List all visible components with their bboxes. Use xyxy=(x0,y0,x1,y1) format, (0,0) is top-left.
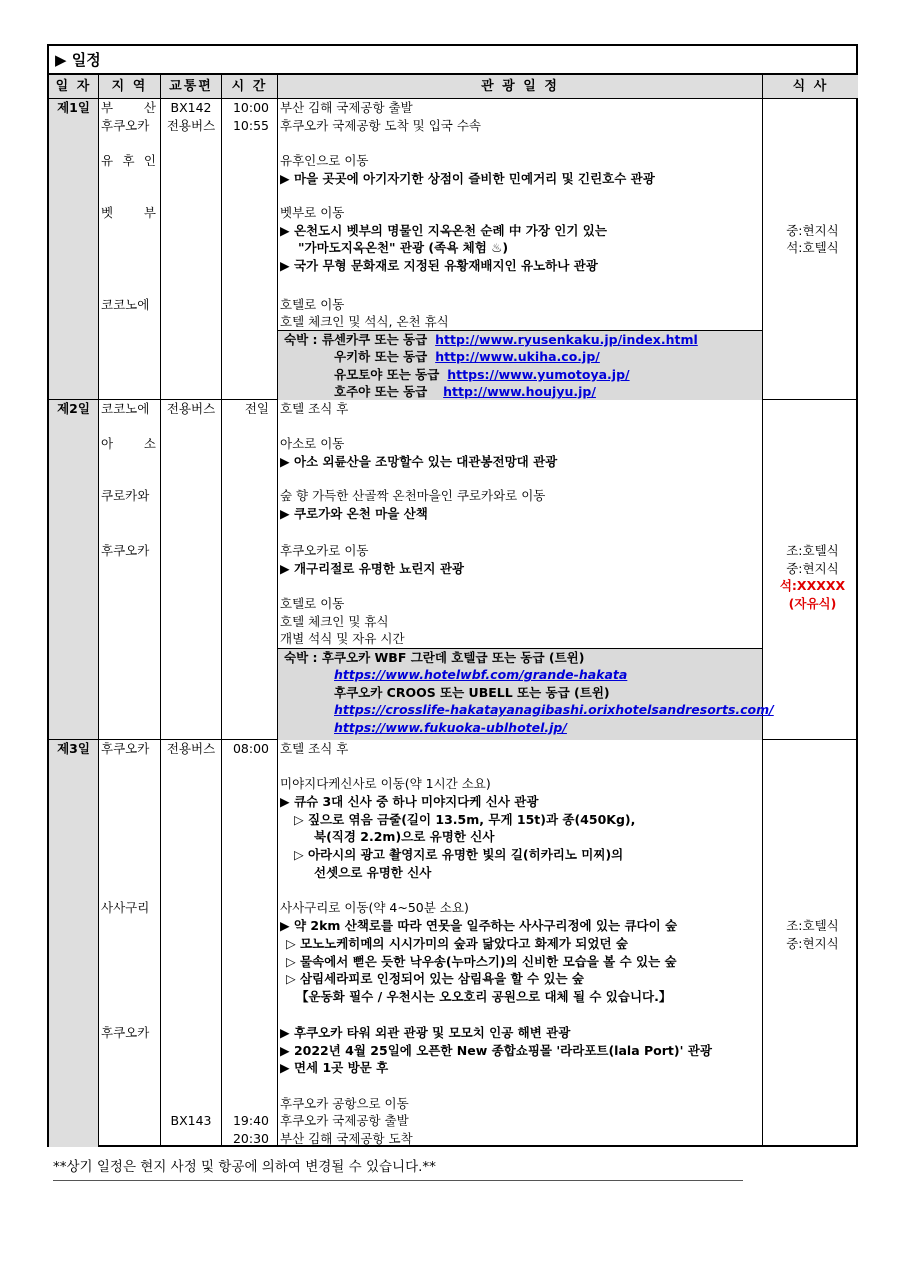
day3-tour-line: 선셋으로 유명한 신사 xyxy=(314,865,432,880)
day3-label: 제3일 xyxy=(49,740,98,1147)
day3-tour-line: 후쿠오카 공항으로 이동 xyxy=(280,1096,409,1111)
day2-lodging-row: 숙박 : 후쿠오카 WBF 그란데 호텔급 또는 동급 (트윈) xyxy=(284,650,585,665)
header-day: 일 자 xyxy=(49,75,98,99)
day2-meal: (자유식) xyxy=(788,596,837,611)
day2-region-kokonoe: 코코노에 xyxy=(101,401,150,416)
day3-time: 20:30 xyxy=(232,1131,269,1146)
day1-tour-line: ▶ 온천도시 벳부의 명물인 지옥온천 순례 中 가장 인기 있는 xyxy=(280,223,607,238)
day1-tour-line: 벳부로 이동 xyxy=(280,205,345,220)
day3-tour-line: 부산 김해 국제공항 도착 xyxy=(280,1131,413,1146)
day3-tour-line: ▶ 면세 1곳 방문 후 xyxy=(280,1060,389,1075)
day2-lodging-box xyxy=(278,648,774,740)
day1-lodging-box xyxy=(278,330,762,400)
itinerary-table xyxy=(47,44,858,1147)
day1-tour-line: 호텔 체크인 및 석식, 온천 휴식 xyxy=(280,314,449,329)
day3-tour-line: ▷ 물속에서 뻗은 듯한 낙우송(누마스기)의 신비한 모습을 볼 수 있는 숲 xyxy=(286,954,677,969)
day3-bus: 전용버스 xyxy=(166,741,216,756)
day2-meal: 석:XXXXX xyxy=(779,578,846,593)
day1-lodging-row: 숙박 : 류센카쿠 또는 동급 http://www.ryusenkaku.jp/index.html xyxy=(284,332,698,347)
day3-tour-line: ▷ 아라시의 광고 촬영지로 유명한 빛의 길(히카리노 미찌)의 xyxy=(294,847,624,862)
day2-region-aso: 아 소 xyxy=(101,436,156,451)
footer-divider xyxy=(53,1180,743,1181)
day1-region-fukuoka: 후쿠오카 xyxy=(101,118,150,133)
day3-tour-line: ▶ 약 2km 산책로를 따라 연못을 일주하는 사사구리정에 있는 큐다이 숲 xyxy=(280,918,678,933)
day2-tour-line: 호텔 조식 후 xyxy=(280,401,349,416)
day3-time: 19:40 xyxy=(232,1113,269,1128)
header-region: 지 역 xyxy=(99,75,160,99)
day2-tour-line: ▶ 쿠로가와 온천 마을 산책 xyxy=(280,506,428,521)
day2-time: 전일 xyxy=(244,401,269,416)
day2-lodging-row xyxy=(278,701,774,718)
day1-region-busan: 부 산 xyxy=(101,100,156,115)
day2-lodging-row xyxy=(278,666,762,683)
day2-meal: 중:현지식 xyxy=(786,561,839,576)
day2-tour-line: 개별 석식 및 자유 시간 xyxy=(280,631,405,646)
hotel-link[interactable]: http://www.ukiha.co.jp/ xyxy=(435,349,600,365)
hotel-link[interactable]: https://www.hotelwbf.com/grande-hakata xyxy=(334,667,628,683)
day2-tour-line: ▶ 개구리절로 유명한 뇨린지 관광 xyxy=(280,561,464,576)
day1-label: 제1일 xyxy=(49,99,98,399)
day1-region-kokonoe: 코코노에 xyxy=(101,297,150,312)
day1-meal: 석:호텔식 xyxy=(786,240,839,255)
day1-lodging-row: 호주야 또는 동급 http://www.houjyu.jp/ xyxy=(334,384,596,400)
day2-label: 제2일 xyxy=(49,400,98,739)
day1-lodging-row: 우키하 또는 동급 http://www.ukiha.co.jp/ xyxy=(334,349,600,365)
day3-tour-line: ▷ 모노노케히메의 시시가미의 숲과 닮았다고 화제가 되었던 숲 xyxy=(286,936,628,951)
day3-tour-line: ▶ 후쿠오카 타워 외관 관광 및 모모치 인공 해변 관광 xyxy=(280,1025,571,1040)
day3-tour-line: 호텔 조식 후 xyxy=(280,741,349,756)
day1-meal: 중:현지식 xyxy=(786,223,839,238)
day2-bus: 전용버스 xyxy=(166,401,216,416)
day2-tour-line: 아소로 이동 xyxy=(280,436,345,451)
day1-region-yufuin: 유 후 인 xyxy=(101,153,156,168)
section-title: ▶ 일정 xyxy=(49,46,856,75)
day1-tour-line: 부산 김해 국제공항 출발 xyxy=(280,100,413,115)
hotel-link[interactable]: https://crosslife-hakatayanagibashi.orixhotelsandresorts.com/ xyxy=(334,702,774,718)
day1-region-beppu: 벳 부 xyxy=(101,205,156,220)
day3-tour-line: ▷ 삼림세라피로 인정되어 있는 삼림욕을 할 수 있는 숲 xyxy=(286,971,585,986)
hotel-link[interactable]: https://www.fukuoka-ublhotel.jp/ xyxy=(334,719,567,735)
footer-note: **상기 일정은 현지 사정 및 항공에 의하여 변경될 수 있습니다.** xyxy=(53,1159,436,1175)
day1-lodging-row: 유모토야 또는 동급 https://www.yumotoya.jp/ xyxy=(334,366,630,382)
day2-lodging-row xyxy=(278,719,762,736)
day2-tour-line: 호텔 체크인 및 휴식 xyxy=(280,614,389,629)
day3-meal: 조:호텔식 xyxy=(786,918,839,933)
header-time: 시 간 xyxy=(222,75,277,99)
day2-region-kurokawa: 쿠로카와 xyxy=(101,488,150,503)
day1-bus: 전용버스 xyxy=(166,118,216,133)
day1-time-arrive: 10:55 xyxy=(232,118,269,133)
day1-tour-line: ▶ 마을 곳곳에 아기자기한 상점이 즐비한 민예거리 및 긴린호수 관광 xyxy=(280,171,655,186)
day3-tour-line: ▷ 짚으로 엮음 금줄(길이 13.5m, 무게 15t)과 종(450Kg), xyxy=(294,812,636,827)
hotel-link[interactable]: http://www.ryusenkaku.jp/index.html xyxy=(435,332,698,347)
day3-region-fukuoka: 후쿠오카 xyxy=(101,1025,150,1040)
day2-lodging-row: 후쿠오카 CROOS 또는 UBELL 또는 동급 (트윈) xyxy=(334,684,610,700)
day3-tour-line: ▶ 2022년 4월 25일에 오픈한 New 종합쇼핑몰 '라라포트(lala Port)' 관광 xyxy=(280,1043,712,1058)
day3-tour-line: ▶ 큐슈 3대 신사 중 하나 미야지다케 신사 관광 xyxy=(280,794,539,809)
header-tour: 관 광 일 정 xyxy=(278,75,762,99)
header-meal: 식 사 xyxy=(763,75,858,99)
day3-flight: BX143 xyxy=(170,1113,212,1128)
day1-tour-line: "가마도지옥온천" 관광 (족욕 체험 ♨) xyxy=(298,240,509,255)
header-transport: 교통편 xyxy=(161,75,221,99)
hotel-link[interactable]: http://www.houjyu.jp/ xyxy=(443,384,596,400)
day1-flight: BX142 xyxy=(170,100,212,115)
day1-tour-line: 후쿠오카 국제공항 도착 및 입국 수속 xyxy=(280,118,481,133)
day3-meal: 중:현지식 xyxy=(786,936,839,951)
day2-tour-line: 숲 향 가득한 산골짝 온천마을인 쿠로카와로 이동 xyxy=(280,488,546,503)
day3-region-sasaguri: 사사구리 xyxy=(101,900,150,915)
day2-meal: 조:호텔식 xyxy=(786,543,839,558)
day1-time-depart: 10:00 xyxy=(232,100,269,115)
day3-tour-line: 미야지다케신사로 이동(약 1시간 소요) xyxy=(280,776,491,791)
day2-region-fukuoka: 후쿠오카 xyxy=(101,543,150,558)
day1-tour-line: 유후인으로 이동 xyxy=(280,153,369,168)
day2-tour-line: ▶ 아소 외륜산을 조망할수 있는 대관봉전망대 관광 xyxy=(280,454,558,469)
day1-tour-line: ▶ 국가 무형 문화재로 지정된 유황재배지인 유노하나 관광 xyxy=(280,258,598,273)
day2-tour-line: 호텔로 이동 xyxy=(280,596,345,611)
day3-tour-line: 북(직경 2.2m)으로 유명한 신사 xyxy=(314,829,495,844)
day3-tour-line: 후쿠오카 국제공항 출발 xyxy=(280,1113,409,1128)
day2-tour-line: 후쿠오카로 이동 xyxy=(280,543,369,558)
hotel-link[interactable]: https://www.yumotoya.jp/ xyxy=(447,366,630,382)
day3-tour-line: 【운동화 필수 / 우천시는 오오호리 공원으로 대체 될 수 있습니다.】 xyxy=(296,989,672,1004)
day3-region-fukuoka: 후쿠오카 xyxy=(101,741,150,756)
day1-tour-line: 호텔로 이동 xyxy=(280,297,345,312)
day3-time: 08:00 xyxy=(232,741,269,756)
day3-tour-line: 사사구리로 이동(약 4~50분 소요) xyxy=(280,900,469,915)
